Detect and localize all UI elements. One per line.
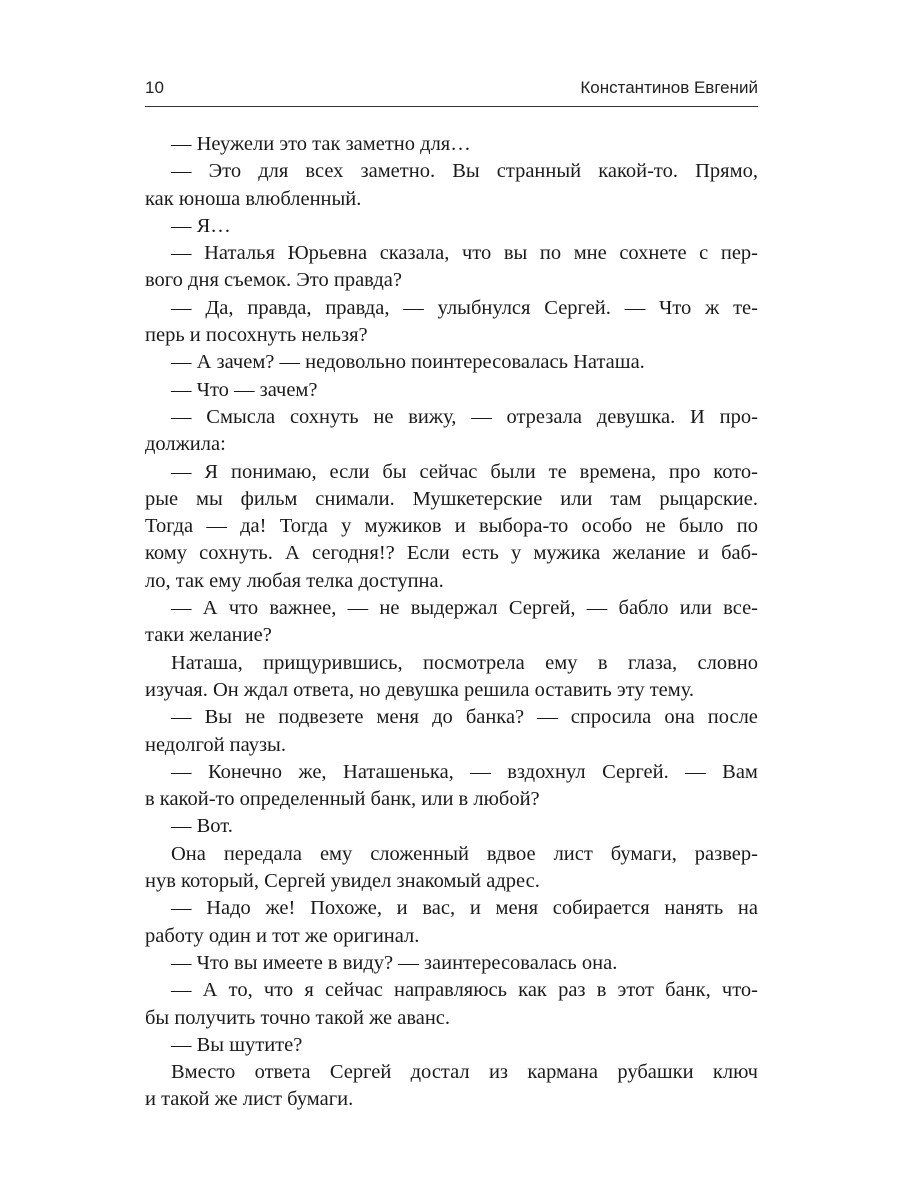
text-line: — Вы не подвезете меня до банка? — спросила она после [171, 706, 758, 729]
running-head-author: Константинов Евгений [580, 78, 758, 97]
header-rule [145, 106, 758, 107]
text-line: — Что — зачем? [171, 378, 318, 401]
text-line: и такой же лист бумаги. [145, 1088, 354, 1111]
text-line: бы получить точно такой же аванс. [145, 1006, 451, 1029]
text-line: — А что важнее, — не выдержал Сергей, — бабло или все- [171, 597, 758, 620]
text-line: — Наталья Юрьевна сказала, что вы по мне сохнете с пер- [171, 242, 758, 265]
page-number: 10 [145, 78, 164, 97]
text-line: вого дня съемок. Это правда? [145, 269, 402, 292]
text-line: — Я понимаю, если бы сейчас были те времена, про кото- [171, 460, 758, 483]
page-header [145, 78, 758, 104]
text-line: кому сохнуть. А сегодня!? Если есть у мужика желание и баб- [145, 542, 758, 565]
text-line: Тогда — да! Тогда у мужиков и выбора-то особо не было по [145, 515, 758, 538]
text-line: нув который, Сергей увидел знакомый адрес. [145, 870, 540, 893]
text-line: в какой-то определенный банк, или в любой? [145, 788, 540, 811]
text-line: — А зачем? — недовольно поинтересовалась Наташа. [171, 351, 645, 374]
text-line: Она передала ему сложенный вдвое лист бумаги, развер- [171, 842, 758, 865]
text-line: — А то, что я сейчас направляюсь как раз в этот банк, что- [171, 979, 758, 1002]
text-line: как юноша влюбленный. [145, 187, 362, 210]
text-line: работу один и тот же оригинал. [145, 924, 420, 947]
text-line: недолгой паузы. [145, 733, 286, 756]
text-line: — Что вы имеете в виду? — заинтересовалась она. [171, 951, 618, 974]
text-line: — Конечно же, Наташенька, — вздохнул Сергей. — Вам [171, 760, 758, 783]
text-line: должила: [145, 433, 226, 456]
body-text [145, 131, 758, 1114]
text-line: Наташа, прищурившись, посмотрела ему в глаза, словно [171, 651, 758, 674]
text-line: перь и посохнуть нельзя? [145, 324, 368, 347]
text-line: рые мы фильм снимали. Мушкетерские или там рыцарские. [145, 487, 758, 510]
text-line: — Я… [171, 214, 231, 237]
text-line: — Вы шутите? [171, 1033, 303, 1056]
text-line: — Да, правда, правда, — улыбнулся Сергей. — Что ж те- [171, 296, 758, 319]
text-line: — Вот. [171, 815, 233, 838]
text-line: — Это для всех заметно. Вы странный какой-то. Прямо, [171, 160, 758, 183]
text-line: Вместо ответа Сергей достал из кармана рубашки ключ [171, 1061, 758, 1084]
text-line: таки желание? [145, 624, 272, 647]
text-line: — Смысла сохнуть не вижу, — отрезала девушка. И про- [171, 405, 758, 428]
text-line: изучая. Он ждал ответа, но девушка решила оставить эту тему. [145, 678, 695, 701]
text-line: — Надо же! Похоже, и вас, и меня собирается нанять на [171, 897, 758, 920]
text-line: — Неужели это так заметно для… [171, 133, 471, 155]
text-line: ло, так ему любая телка доступна. [145, 569, 444, 592]
